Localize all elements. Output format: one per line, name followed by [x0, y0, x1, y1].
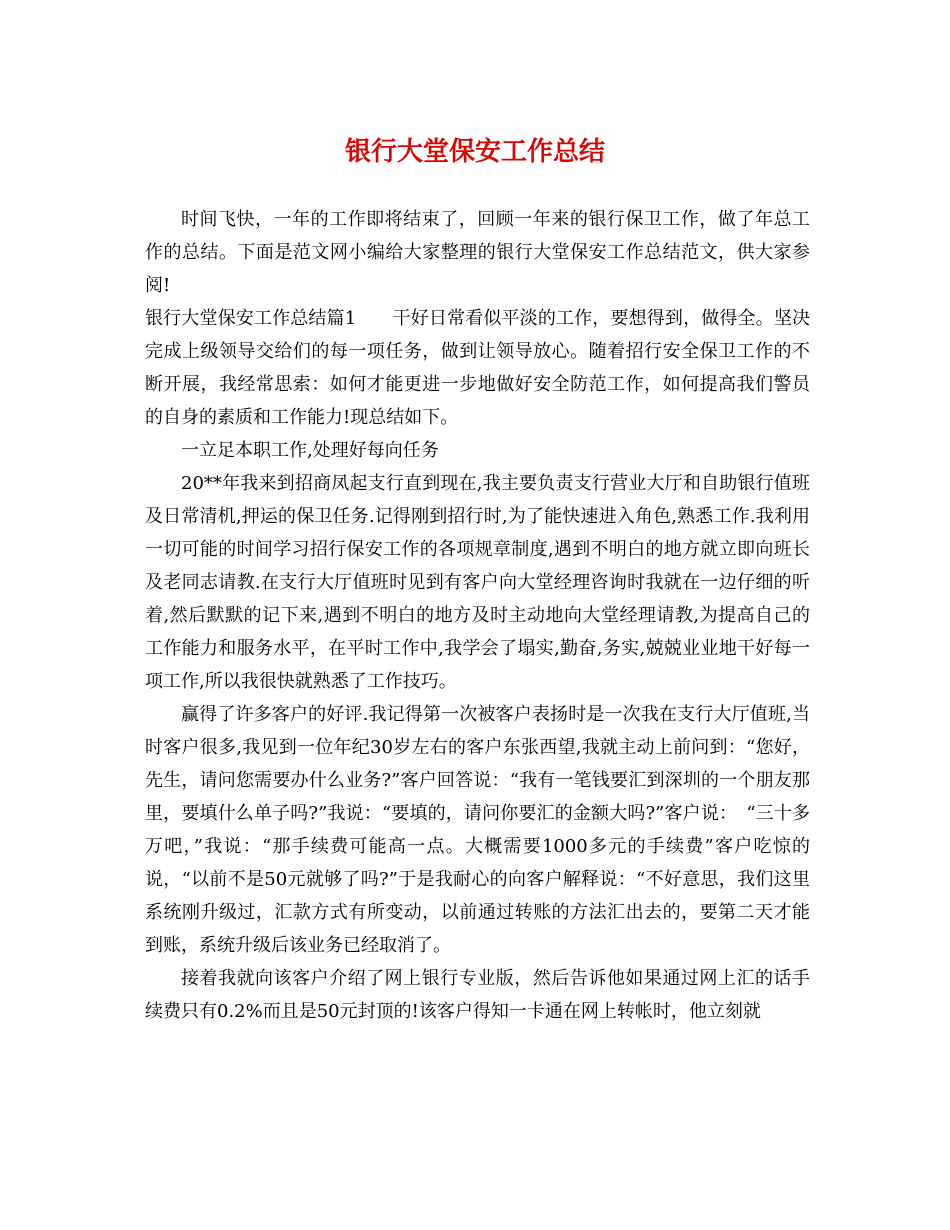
body-paragraph: 20**年我来到招商凤起支行直到现在,我主要负责支行营业大厅和自助银行值班及日常清机,押运的保卫任务.记得刚到招行时,为了能快速进入角色,熟悉工作.我利用一切可能的时间学习招行保安工作的各项规章制度,遇到不明白的地方就立即向班长及老同志请教.在支行大厅值班时见到有客户向大堂经理咨询时我就在一边仔细的听着,然后默默的记下来,遇到不明白的地方及时主动地向大堂经理请教,为提高自己的工作能力和服务水平，在平时工作中,我学会了塌实,勤奋,务实,兢兢业业地干好每一项工作,所以我很快就熟悉了工作技巧。: [145, 473, 810, 692]
section-heading: 一立足本职工作,处理好每向任务: [181, 440, 439, 461]
body-paragraph: 接着我就向该客户介绍了网上银行专业版，然后告诉他如果通过网上汇的话手续费只有0.2%而且是50元封顶的!该客户得知一卡通在网上转帐时，他立刻就: [145, 968, 810, 1022]
section-one-paragraph: 银行大堂保安工作总结篇1 干好日常看似平淡的工作，要想得到，做得全。坚决完成上级领导交给们的每一项任务，做到让领导放心。随着招行安全保卫工作的不断开展，我经常思索：如何才能更进一步地做好安全防范工作，如何提高我们警员的自身的素质和工作能力!现总结如下。: [145, 308, 810, 428]
intro-paragraph: 时间飞快，一年的工作即将结束了，回顾一年来的银行保卫工作，做了年总工作的总结。下面是范文网小编给大家整理的银行大堂保安工作总结范文，供大家参阅!: [145, 209, 810, 296]
body-paragraph: 赢得了许多客户的好评.我记得第一次被客户表扬时是一次我在支行大厅值班,当时客户很多,我见到一位年纪30岁左右的客户东张西望,我就主动上前问到：“您好，先生，请问您需要办什么业务?”客户回答说：“我有一笔钱要汇到深圳的一个朋友那里，要填什么单子吗?”我说：“要填的，请问你要汇的金额大吗?”客户说： “三十多万吧，”我说：“那手续费可能高一点。大概需要1000多元的手续费”客户吃惊的说，“以前不是50元就够了吗?”于是我耐心的向客户解释说：“不好意思，我们这里系统刚升级过，汇款方式有所变动，以前通过转账的方法汇出去的，要第二天才能到账，系统升级后该业务已经取消了。: [145, 704, 810, 956]
document-body: [145, 203, 810, 1028]
document-title: 银行大堂保安工作总结: [344, 137, 605, 167]
